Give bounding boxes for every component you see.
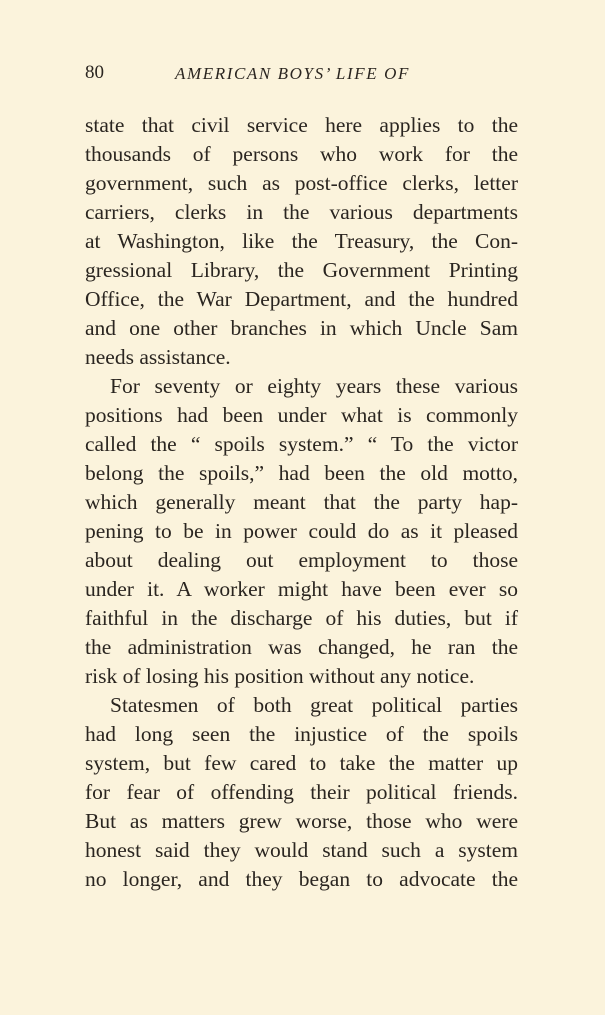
text-line: thousands of persons who work for the: [85, 142, 518, 166]
text-line: the administration was changed, he ran the: [85, 635, 518, 659]
text-line: state that civil service here applies to the: [85, 113, 518, 137]
text-line: no longer, and they began to advocate the: [85, 867, 518, 891]
text-line: carriers, clerks in the various departments: [85, 200, 518, 224]
text-line: for fear of offending their political friends.: [85, 780, 518, 804]
text-line: pening to be in power could do as it pleased: [85, 519, 518, 543]
body-text: [85, 111, 518, 894]
text-line: and one other branches in which Uncle Sam: [85, 316, 518, 340]
text-line: government, such as post-office clerks, letter: [85, 171, 518, 195]
text-line: needs assistance.: [85, 345, 231, 369]
text-line: about dealing out employment to those: [85, 548, 518, 572]
text-line: risk of losing his position without any notice.: [85, 664, 475, 688]
text-line: Statesmen of both great political parties: [110, 693, 518, 717]
text-line: which generally meant that the party hap-: [85, 490, 518, 514]
running-head: [85, 62, 525, 88]
text-line: called the “ spoils system.” “ To the victor: [85, 432, 518, 456]
text-line: had long seen the injustice of the spoils: [85, 722, 518, 746]
text-line: For seventy or eighty years these various: [110, 374, 518, 398]
text-line: at Washington, like the Treasury, the Con-: [85, 229, 518, 253]
page-number: 80: [85, 62, 104, 83]
text-line: system, but few cared to take the matter up: [85, 751, 518, 775]
text-line: positions had been under what is commonly: [85, 403, 518, 427]
text-line: gressional Library, the Government Printing: [85, 258, 518, 282]
text-line: honest said they would stand such a system: [85, 838, 518, 862]
text-line: belong the spoils,” had been the old motto,: [85, 461, 518, 485]
running-title: AMERICAN BOYS’ LIFE OF: [175, 64, 410, 83]
text-line: Office, the War Department, and the hundred: [85, 287, 518, 311]
text-line: But as matters grew worse, those who were: [85, 809, 518, 833]
text-line: under it. A worker might have been ever so: [85, 577, 518, 601]
text-line: faithful in the discharge of his duties, but if: [85, 606, 518, 630]
